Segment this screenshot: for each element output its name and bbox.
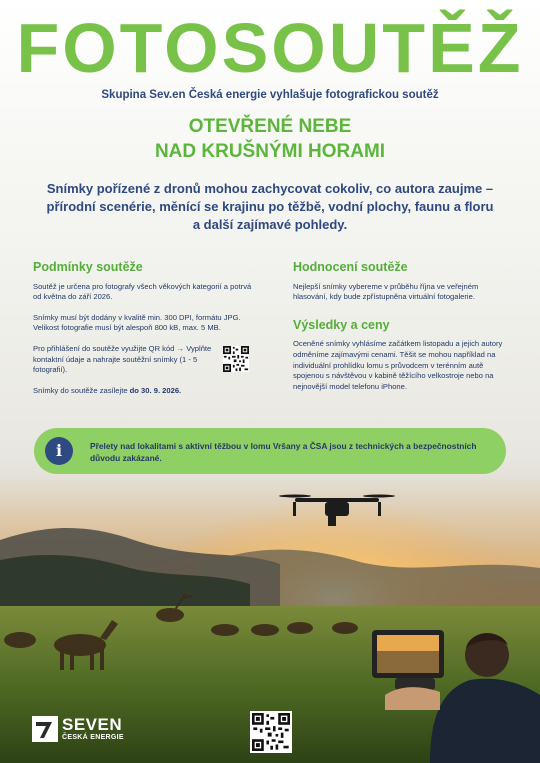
results-paragraph: Oceněné snímky vyhlásíme začátkem listopadu a jejich autory odměníme zajímavými cenami. Těšit se mohou například na individuální prohlídku lomu s průvodcem v terénním autě spojenou s návštěvou v kabině těžícího velkostroje nebo na nejnovější model telefonu iPhone. bbox=[293, 339, 503, 391]
conditions-section bbox=[33, 262, 261, 406]
headline-line-1: OTEVŘENÉ NEBE bbox=[188, 116, 352, 137]
qr-code-small[interactable] bbox=[223, 346, 249, 372]
deadline-text bbox=[33, 386, 261, 397]
contest-headline bbox=[0, 114, 540, 164]
conditions-paragraph-1: Soutěž je určena pro fotografy všech věkových kategorií a potrvá od května do září 2026. bbox=[33, 281, 252, 302]
seven-logo-mark bbox=[32, 716, 58, 742]
evaluation-heading: Hodnocení soutěže bbox=[293, 260, 408, 274]
seven-logo bbox=[32, 716, 124, 742]
info-icon: i bbox=[45, 437, 73, 465]
logo-name: SEVEN bbox=[62, 714, 123, 734]
qr-code-large[interactable] bbox=[250, 711, 292, 753]
results-heading: Výsledky a ceny bbox=[293, 317, 390, 332]
subtitle: Skupina Sev.en Česká energie vyhlašuje fotografickou soutěž bbox=[101, 89, 439, 101]
info-banner-text: Přelety nad lokalitami s aktivní těžbou v lomu Vršany a ČSA jsou z technických a bezpečnostních důvodu zakázané. bbox=[90, 441, 477, 463]
conditions-heading: Podmínky soutěže bbox=[33, 260, 143, 274]
evaluation-section bbox=[293, 262, 513, 402]
evaluation-paragraph: Nejlepší snímky vybereme v průběhu října ve veřejném hlasování, kdy bude zpřístupněna virtuální fotogalerie. bbox=[293, 281, 479, 302]
intro-line-3: a další zajímavé pohledy. bbox=[192, 217, 348, 232]
page-title: FOTOSOUTĚŽ bbox=[16, 9, 524, 87]
conditions-paragraph-2: Snímky musí být dodány v kvalitě min. 300 DPI, formátu JPG. Velikost fotografie musí být alespoň 800 kB, max. 5 MB. bbox=[33, 312, 241, 333]
intro-line-2: přírodní scenérie, měnící se krajinu po těžbě, vodní plochy, faunu a floru bbox=[46, 199, 494, 214]
info-banner bbox=[34, 428, 506, 474]
intro-text bbox=[40, 180, 500, 234]
deadline-date: do 30. 9. 2026. bbox=[129, 385, 182, 395]
headline-line-2: NAD KRUŠNÝMI HORAMI bbox=[154, 141, 386, 162]
registration-row bbox=[33, 344, 261, 376]
conditions-paragraph-3: Pro přihlášení do soutěže využijte QR kód → Vyplňte kontaktní údaje a nahrajte soutěžní snímky (1 - 5 fotografií). bbox=[33, 343, 212, 375]
logo-subtitle: ČESKÁ ENERGIE bbox=[62, 733, 124, 741]
intro-line-1: Snímky pořízené z dronů mohou zachycovat cokoliv, co autora zaujme – bbox=[46, 181, 494, 196]
deadline-prefix: Snímky do soutěže zasílejte bbox=[33, 385, 130, 395]
